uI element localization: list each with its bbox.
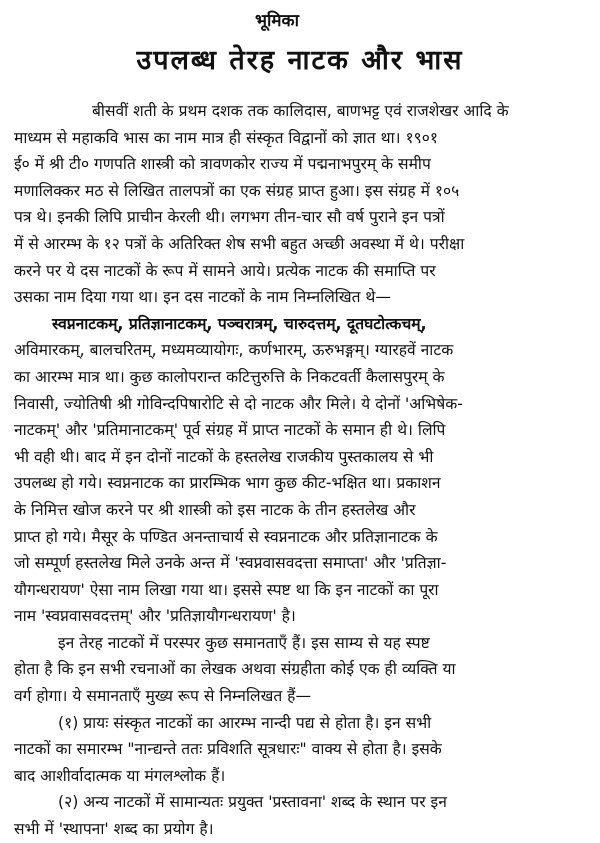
text-line: वर्ग होगा। ये समानताएँ मुख्य रूप से निम्नलिखत हैं— xyxy=(14,687,312,706)
text-line: करने पर ये दस नाटकों के रूप में सामने आये। प्रत्येक नाटक की समाप्ति पर xyxy=(14,261,436,280)
text-line: में से आरम्भ के १२ पत्रों के अतिरिक्त शेष सभी बहुत अच्छी अवस्था में थे। परीक्षा xyxy=(14,234,465,253)
text-line: (१) प्रायः संस्कृत नाटकों का आरम्भ नान्दी पद्य से होता है। इन सभी xyxy=(58,713,432,732)
body-text xyxy=(14,98,590,843)
text-line: नाम 'स्वप्नवासवदत्तम्' और 'प्रतिज्ञायौगन्धरायण' है। xyxy=(14,607,296,626)
text-line: ई० में श्री टी० गणपति शास्त्री को त्रावणकोर राज्य में पद्मनाभपुरम् के समीप xyxy=(14,155,431,174)
text-line: अविमारकम्, बालचरितम्, मध्यमव्यायोगः, कर्णभारम्, ऊरुभङ्गम्। ग्यारहवें नाटक xyxy=(14,341,454,360)
text-line: भी वही थी। बाद में इन दोनों नाटकों के हस्तलेख राजकीय पुस्तकालय से भी xyxy=(14,447,434,466)
text-line: नाटकों का समारम्भ "नान्द्यन्ते ततः प्रविशति सूत्रधारः" वाक्य से होता है। इसके xyxy=(14,740,442,759)
text-line: होता है कि इन सभी रचनाओं का लेखक अथवा संग्रहीता कोई एक ही व्यक्ति या xyxy=(14,660,456,679)
text-line: प्राप्त हो गये। मैसूर के पण्डित अनन्ताचार्य से स्वप्ननाटक और प्रतिज्ञानाटक के xyxy=(14,527,438,546)
text-line: निवासी, ज्योतिषी श्री गोविन्दपिषारोटि से दो नाटक और मिले। ये दोनों 'अभिषेक- xyxy=(14,394,463,413)
text-line: सभी में 'स्थापना' शब्द का प्रयोग है। xyxy=(14,820,214,839)
text-line: नाटकम्' और 'प्रतिमानाटकम्' पूर्व संग्रह में प्राप्त नाटकों के समान ही थे। लिपि xyxy=(14,421,446,440)
text-line: इन तेरह नाटकों में परस्पर कुछ समानताएँ हैं। इस साम्य से यह स्पष्ट xyxy=(58,633,430,652)
text-line: बाद आशीर्वादात्मक या मंगलश्लोक हैं। xyxy=(14,766,226,785)
running-head: भूमिका xyxy=(255,11,299,31)
text-line: उसका नाम दिया गया था। इन दस नाटकों के नाम निम्नलिखित थे— xyxy=(14,288,391,307)
text-line: यौगन्धरायण' ऐसा नाम लिखा गया था। इससे स्पष्ट था कि इन नाटकों का पूरा xyxy=(14,580,439,599)
text-line: स्वप्ननाटकम्, प्रतिज्ञानाटकम्, पञ्चरात्रम्, चारुदत्तम्, दूतघटोत्कचम्, xyxy=(52,314,427,333)
page-title: उपलब्ध तेरह नाटक और भास xyxy=(136,45,464,76)
text-line: बीसवीं शती के प्रथम दशक तक कालिदास, बाणभट्ट एवं राजशेखर आदि के xyxy=(92,102,509,120)
text-line: मणालिक्कर मठ से लिखित तालपत्रों का एक संग्रह प्राप्त हुआ। इस संग्रह में १०५ xyxy=(14,181,460,200)
text-line: का आरम्भ मात्र था। कुछ कालोपरान्त कटित्तुरुत्ति के निकटवर्ती कैलासपुरम् के xyxy=(14,367,445,386)
text-line: (२) अन्य नाटकों में सामान्यतः प्रयुक्त 'प्रस्तावना' शब्द के स्थान पर इन xyxy=(58,793,447,812)
text-line: माध्यम से महाकवि भास का नाम मात्र ही संस्कृत विद्वानों को ज्ञात था। १९०१ xyxy=(14,128,438,147)
text-line: उपलब्ध हो गये। स्वप्ननाटक का प्रारम्भिक भाग कुछ कीट-भक्षित था। प्रकाशन xyxy=(14,474,441,493)
text-line: जो सम्पूर्ण हस्तलेख मिले उनके अन्त में 'स्वप्नवासवदत्ता समाप्ता' और 'प्रतिज्ञा- xyxy=(14,554,447,573)
text-line: पत्र थे। इनकी लिपि प्राचीन केरली थी। लगभग तीन-चार सौ वर्ष पुराने इन पत्रों xyxy=(14,208,445,227)
text-line: के निमित्त खोज करने पर श्री शास्त्री को इस नाटक के तीन हस्तलेख और xyxy=(14,500,416,519)
